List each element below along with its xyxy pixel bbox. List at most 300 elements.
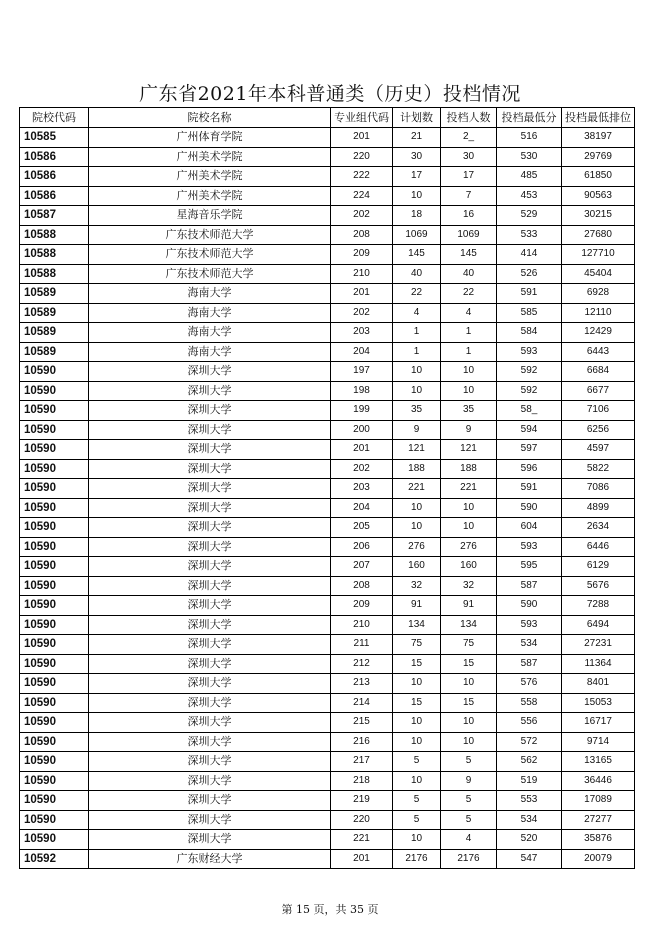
min-score-cell: 556 <box>497 713 562 733</box>
min-rank-cell: 5822 <box>562 459 635 479</box>
min-rank-cell: 15053 <box>562 693 635 713</box>
plan-count-cell: 2176 <box>393 849 441 869</box>
min-score-cell: 594 <box>497 420 562 440</box>
school-code-cell: 10590 <box>20 576 89 596</box>
school-code-cell: 10590 <box>20 752 89 772</box>
table-row <box>20 849 635 869</box>
school-name-cell: 深圳大学 <box>89 401 331 421</box>
min-rank-cell: 2634 <box>562 518 635 538</box>
min-score-cell: 534 <box>497 635 562 655</box>
group-code-cell: 202 <box>331 459 393 479</box>
plan-count-cell: 1069 <box>393 225 441 245</box>
admitted-count-cell: 1069 <box>441 225 497 245</box>
admitted-count-cell: 10 <box>441 713 497 733</box>
plan-count-cell: 4 <box>393 303 441 323</box>
plan-count-cell: 35 <box>393 401 441 421</box>
min-rank-cell: 6129 <box>562 557 635 577</box>
school-name-cell: 深圳大学 <box>89 596 331 616</box>
min-rank-cell: 16717 <box>562 713 635 733</box>
admitted-count-cell: 5 <box>441 752 497 772</box>
min-score-cell: 558 <box>497 693 562 713</box>
group-code-cell: 201 <box>331 849 393 869</box>
school-code-cell: 10590 <box>20 674 89 694</box>
column-header-min-rank: 投档最低排位 <box>562 108 635 128</box>
table-row <box>20 147 635 167</box>
min-score-cell: 529 <box>497 206 562 226</box>
school-code-cell: 10590 <box>20 537 89 557</box>
group-code-cell: 214 <box>331 693 393 713</box>
school-name-cell: 广州美术学院 <box>89 186 331 206</box>
admitted-count-cell: 91 <box>441 596 497 616</box>
min-score-cell: 414 <box>497 245 562 265</box>
admitted-count-cell: 15 <box>441 654 497 674</box>
school-name-cell: 深圳大学 <box>89 557 331 577</box>
table-row <box>20 440 635 460</box>
page-title: 广东省2021年本科普通类（历史）投档情况 <box>139 83 521 105</box>
school-code-cell: 10590 <box>20 420 89 440</box>
table-row <box>20 498 635 518</box>
admitted-count-cell: 10 <box>441 498 497 518</box>
school-name-cell: 深圳大学 <box>89 732 331 752</box>
admitted-count-cell: 4 <box>441 830 497 850</box>
min-rank-cell: 9714 <box>562 732 635 752</box>
admitted-count-cell: 145 <box>441 245 497 265</box>
min-score-cell: 593 <box>497 342 562 362</box>
school-name-cell: 广东技术师范大学 <box>89 225 331 245</box>
table-row <box>20 810 635 830</box>
min-rank-cell: 13165 <box>562 752 635 772</box>
min-score-cell: 520 <box>497 830 562 850</box>
group-code-cell: 209 <box>331 245 393 265</box>
admitted-count-cell: 2176 <box>441 849 497 869</box>
admitted-count-cell: 1 <box>441 342 497 362</box>
min-score-cell: 592 <box>497 362 562 382</box>
group-code-cell: 198 <box>331 381 393 401</box>
table-row <box>20 537 635 557</box>
school-name-cell: 广东技术师范大学 <box>89 264 331 284</box>
group-code-cell: 205 <box>331 518 393 538</box>
school-name-cell: 深圳大学 <box>89 576 331 596</box>
plan-count-cell: 134 <box>393 615 441 635</box>
min-score-cell: 584 <box>497 323 562 343</box>
min-rank-cell: 29769 <box>562 147 635 167</box>
table-row <box>20 693 635 713</box>
group-code-cell: 210 <box>331 264 393 284</box>
school-code-cell: 10589 <box>20 342 89 362</box>
admitted-count-cell: 32 <box>441 576 497 596</box>
school-code-cell: 10590 <box>20 810 89 830</box>
min-score-cell: 58_ <box>497 401 562 421</box>
plan-count-cell: 10 <box>393 830 441 850</box>
school-code-cell: 10588 <box>20 245 89 265</box>
plan-count-cell: 15 <box>393 693 441 713</box>
plan-count-cell: 22 <box>393 284 441 304</box>
plan-count-cell: 10 <box>393 674 441 694</box>
table-row <box>20 167 635 187</box>
school-name-cell: 广东财经大学 <box>89 849 331 869</box>
min-score-cell: 596 <box>497 459 562 479</box>
school-code-cell: 10590 <box>20 498 89 518</box>
school-name-cell: 深圳大学 <box>89 420 331 440</box>
min-score-cell: 591 <box>497 284 562 304</box>
school-name-cell: 深圳大学 <box>89 479 331 499</box>
school-name-cell: 深圳大学 <box>89 693 331 713</box>
school-code-cell: 10585 <box>20 128 89 148</box>
plan-count-cell: 30 <box>393 147 441 167</box>
school-code-cell: 10588 <box>20 225 89 245</box>
table-row <box>20 420 635 440</box>
group-code-cell: 206 <box>331 537 393 557</box>
admitted-count-cell: 10 <box>441 518 497 538</box>
min-rank-cell: 61850 <box>562 167 635 187</box>
school-name-cell: 深圳大学 <box>89 713 331 733</box>
group-code-cell: 201 <box>331 284 393 304</box>
admitted-count-cell: 10 <box>441 732 497 752</box>
admitted-count-cell: 221 <box>441 479 497 499</box>
plan-count-cell: 17 <box>393 167 441 187</box>
school-name-cell: 深圳大学 <box>89 752 331 772</box>
school-code-cell: 10590 <box>20 693 89 713</box>
school-name-cell: 广东技术师范大学 <box>89 245 331 265</box>
group-code-cell: 218 <box>331 771 393 791</box>
table-row <box>20 771 635 791</box>
table-row <box>20 732 635 752</box>
admission-table <box>19 107 635 869</box>
table-body <box>20 128 635 869</box>
min-score-cell: 587 <box>497 654 562 674</box>
school-code-cell: 10590 <box>20 557 89 577</box>
admitted-count-cell: 121 <box>441 440 497 460</box>
plan-count-cell: 1 <box>393 342 441 362</box>
school-name-cell: 深圳大学 <box>89 537 331 557</box>
min-rank-cell: 6443 <box>562 342 635 362</box>
group-code-cell: 219 <box>331 791 393 811</box>
min-rank-cell: 8401 <box>562 674 635 694</box>
school-code-cell: 10590 <box>20 596 89 616</box>
table-row <box>20 401 635 421</box>
min-rank-cell: 6928 <box>562 284 635 304</box>
school-code-cell: 10590 <box>20 830 89 850</box>
admitted-count-cell: 188 <box>441 459 497 479</box>
min-score-cell: 576 <box>497 674 562 694</box>
plan-count-cell: 75 <box>393 635 441 655</box>
school-name-cell: 深圳大学 <box>89 771 331 791</box>
plan-count-cell: 121 <box>393 440 441 460</box>
min-rank-cell: 38197 <box>562 128 635 148</box>
admitted-count-cell: 40 <box>441 264 497 284</box>
table-row <box>20 674 635 694</box>
admitted-count-cell: 10 <box>441 674 497 694</box>
min-score-cell: 562 <box>497 752 562 772</box>
plan-count-cell: 10 <box>393 732 441 752</box>
min-score-cell: 593 <box>497 537 562 557</box>
min-rank-cell: 7288 <box>562 596 635 616</box>
admitted-count-cell: 9 <box>441 420 497 440</box>
plan-count-cell: 10 <box>393 518 441 538</box>
school-code-cell: 10586 <box>20 147 89 167</box>
min-score-cell: 604 <box>497 518 562 538</box>
school-code-cell: 10588 <box>20 264 89 284</box>
min-score-cell: 593 <box>497 615 562 635</box>
table-row <box>20 830 635 850</box>
table-row <box>20 225 635 245</box>
admitted-count-cell: 2_ <box>441 128 497 148</box>
plan-count-cell: 15 <box>393 654 441 674</box>
school-name-cell: 深圳大学 <box>89 791 331 811</box>
admitted-count-cell: 10 <box>441 381 497 401</box>
school-name-cell: 广州美术学院 <box>89 167 331 187</box>
min-rank-cell: 6446 <box>562 537 635 557</box>
table-row <box>20 752 635 772</box>
group-code-cell: 204 <box>331 342 393 362</box>
min-rank-cell: 36446 <box>562 771 635 791</box>
plan-count-cell: 40 <box>393 264 441 284</box>
group-code-cell: 209 <box>331 596 393 616</box>
plan-count-cell: 221 <box>393 479 441 499</box>
school-code-cell: 10592 <box>20 849 89 869</box>
admitted-count-cell: 7 <box>441 186 497 206</box>
table-row <box>20 186 635 206</box>
min-score-cell: 590 <box>497 498 562 518</box>
min-rank-cell: 27277 <box>562 810 635 830</box>
admitted-count-cell: 5 <box>441 791 497 811</box>
group-code-cell: 203 <box>331 479 393 499</box>
plan-count-cell: 10 <box>393 362 441 382</box>
table-row <box>20 245 635 265</box>
min-score-cell: 453 <box>497 186 562 206</box>
table-row <box>20 206 635 226</box>
min-score-cell: 553 <box>497 791 562 811</box>
admitted-count-cell: 75 <box>441 635 497 655</box>
min-rank-cell: 30215 <box>562 206 635 226</box>
school-code-cell: 10590 <box>20 381 89 401</box>
min-rank-cell: 4899 <box>562 498 635 518</box>
group-code-cell: 215 <box>331 713 393 733</box>
min-score-cell: 590 <box>497 596 562 616</box>
school-code-cell: 10590 <box>20 635 89 655</box>
table-row <box>20 791 635 811</box>
min-rank-cell: 20079 <box>562 849 635 869</box>
min-score-cell: 597 <box>497 440 562 460</box>
group-code-cell: 220 <box>331 147 393 167</box>
min-score-cell: 547 <box>497 849 562 869</box>
page-number: 第 15 页，共 35 页 <box>281 903 379 916</box>
school-code-cell: 10586 <box>20 167 89 187</box>
table-row <box>20 713 635 733</box>
column-header-plan-count: 计划数 <box>393 108 441 128</box>
group-code-cell: 210 <box>331 615 393 635</box>
min-score-cell: 530 <box>497 147 562 167</box>
plan-count-cell: 276 <box>393 537 441 557</box>
table-row <box>20 654 635 674</box>
plan-count-cell: 10 <box>393 771 441 791</box>
school-name-cell: 深圳大学 <box>89 362 331 382</box>
table-row <box>20 264 635 284</box>
school-name-cell: 深圳大学 <box>89 674 331 694</box>
school-name-cell: 深圳大学 <box>89 440 331 460</box>
admitted-count-cell: 35 <box>441 401 497 421</box>
admitted-count-cell: 16 <box>441 206 497 226</box>
school-code-cell: 10590 <box>20 713 89 733</box>
group-code-cell: 201 <box>331 440 393 460</box>
school-code-cell: 10590 <box>20 615 89 635</box>
table-row <box>20 284 635 304</box>
group-code-cell: 197 <box>331 362 393 382</box>
min-rank-cell: 90563 <box>562 186 635 206</box>
min-score-cell: 595 <box>497 557 562 577</box>
plan-count-cell: 1 <box>393 323 441 343</box>
table-row <box>20 342 635 362</box>
school-code-cell: 10590 <box>20 479 89 499</box>
min-score-cell: 585 <box>497 303 562 323</box>
column-header-min-score: 投档最低分 <box>497 108 562 128</box>
group-code-cell: 200 <box>331 420 393 440</box>
table-row <box>20 596 635 616</box>
school-name-cell: 深圳大学 <box>89 654 331 674</box>
min-rank-cell: 17089 <box>562 791 635 811</box>
school-name-cell: 深圳大学 <box>89 498 331 518</box>
plan-count-cell: 91 <box>393 596 441 616</box>
school-name-cell: 深圳大学 <box>89 518 331 538</box>
table-row <box>20 381 635 401</box>
column-header-school-name: 院校名称 <box>89 108 331 128</box>
group-code-cell: 222 <box>331 167 393 187</box>
table-row <box>20 576 635 596</box>
school-name-cell: 海南大学 <box>89 303 331 323</box>
school-name-cell: 深圳大学 <box>89 810 331 830</box>
school-code-cell: 10587 <box>20 206 89 226</box>
min-score-cell: 591 <box>497 479 562 499</box>
school-name-cell: 星海音乐学院 <box>89 206 331 226</box>
min-rank-cell: 5676 <box>562 576 635 596</box>
admitted-count-cell: 15 <box>441 693 497 713</box>
table-header-row <box>20 108 635 128</box>
column-header-school-code: 院校代码 <box>20 108 89 128</box>
min-score-cell: 534 <box>497 810 562 830</box>
school-name-cell: 海南大学 <box>89 323 331 343</box>
school-code-cell: 10589 <box>20 303 89 323</box>
table-row <box>20 557 635 577</box>
min-rank-cell: 27680 <box>562 225 635 245</box>
min-score-cell: 533 <box>497 225 562 245</box>
group-code-cell: 216 <box>331 732 393 752</box>
school-code-cell: 10590 <box>20 459 89 479</box>
admitted-count-cell: 9 <box>441 771 497 791</box>
school-code-cell: 10590 <box>20 791 89 811</box>
table-row <box>20 362 635 382</box>
school-code-cell: 10586 <box>20 186 89 206</box>
table-row <box>20 323 635 343</box>
school-name-cell: 广州体育学院 <box>89 128 331 148</box>
admitted-count-cell: 22 <box>441 284 497 304</box>
school-name-cell: 深圳大学 <box>89 381 331 401</box>
min-score-cell: 516 <box>497 128 562 148</box>
plan-count-cell: 21 <box>393 128 441 148</box>
min-score-cell: 519 <box>497 771 562 791</box>
admitted-count-cell: 5 <box>441 810 497 830</box>
min-score-cell: 572 <box>497 732 562 752</box>
group-code-cell: 202 <box>331 303 393 323</box>
school-code-cell: 10589 <box>20 323 89 343</box>
min-rank-cell: 12429 <box>562 323 635 343</box>
group-code-cell: 208 <box>331 576 393 596</box>
group-code-cell: 199 <box>331 401 393 421</box>
school-name-cell: 深圳大学 <box>89 635 331 655</box>
plan-count-cell: 10 <box>393 186 441 206</box>
school-code-cell: 10590 <box>20 732 89 752</box>
plan-count-cell: 5 <box>393 810 441 830</box>
school-code-cell: 10590 <box>20 401 89 421</box>
table-row <box>20 479 635 499</box>
min-score-cell: 485 <box>497 167 562 187</box>
school-code-cell: 10590 <box>20 771 89 791</box>
min-score-cell: 587 <box>497 576 562 596</box>
group-code-cell: 220 <box>331 810 393 830</box>
admitted-count-cell: 30 <box>441 147 497 167</box>
plan-count-cell: 145 <box>393 245 441 265</box>
column-header-group-code: 专业组代码 <box>331 108 393 128</box>
min-rank-cell: 45404 <box>562 264 635 284</box>
table-row <box>20 459 635 479</box>
table-row <box>20 615 635 635</box>
min-rank-cell: 11364 <box>562 654 635 674</box>
plan-count-cell: 160 <box>393 557 441 577</box>
school-name-cell: 广州美术学院 <box>89 147 331 167</box>
column-header-admitted-count: 投档人数 <box>441 108 497 128</box>
min-rank-cell: 6256 <box>562 420 635 440</box>
admitted-count-cell: 276 <box>441 537 497 557</box>
group-code-cell: 211 <box>331 635 393 655</box>
min-rank-cell: 35876 <box>562 830 635 850</box>
group-code-cell: 224 <box>331 186 393 206</box>
group-code-cell: 217 <box>331 752 393 772</box>
min-rank-cell: 7106 <box>562 401 635 421</box>
min-rank-cell: 12110 <box>562 303 635 323</box>
table-row <box>20 303 635 323</box>
school-code-cell: 10590 <box>20 362 89 382</box>
group-code-cell: 207 <box>331 557 393 577</box>
table-row <box>20 635 635 655</box>
plan-count-cell: 5 <box>393 752 441 772</box>
group-code-cell: 202 <box>331 206 393 226</box>
group-code-cell: 221 <box>331 830 393 850</box>
plan-count-cell: 9 <box>393 420 441 440</box>
min-rank-cell: 6677 <box>562 381 635 401</box>
group-code-cell: 208 <box>331 225 393 245</box>
plan-count-cell: 10 <box>393 381 441 401</box>
table-row <box>20 128 635 148</box>
group-code-cell: 203 <box>331 323 393 343</box>
group-code-cell: 212 <box>331 654 393 674</box>
admitted-count-cell: 10 <box>441 362 497 382</box>
min-score-cell: 592 <box>497 381 562 401</box>
school-name-cell: 深圳大学 <box>89 459 331 479</box>
min-score-cell: 526 <box>497 264 562 284</box>
min-rank-cell: 6684 <box>562 362 635 382</box>
min-rank-cell: 127710 <box>562 245 635 265</box>
min-rank-cell: 27231 <box>562 635 635 655</box>
min-rank-cell: 6494 <box>562 615 635 635</box>
school-name-cell: 深圳大学 <box>89 615 331 635</box>
plan-count-cell: 10 <box>393 498 441 518</box>
school-name-cell: 海南大学 <box>89 342 331 362</box>
admitted-count-cell: 4 <box>441 303 497 323</box>
plan-count-cell: 10 <box>393 713 441 733</box>
school-code-cell: 10589 <box>20 284 89 304</box>
school-code-cell: 10590 <box>20 518 89 538</box>
admitted-count-cell: 160 <box>441 557 497 577</box>
admitted-count-cell: 134 <box>441 615 497 635</box>
